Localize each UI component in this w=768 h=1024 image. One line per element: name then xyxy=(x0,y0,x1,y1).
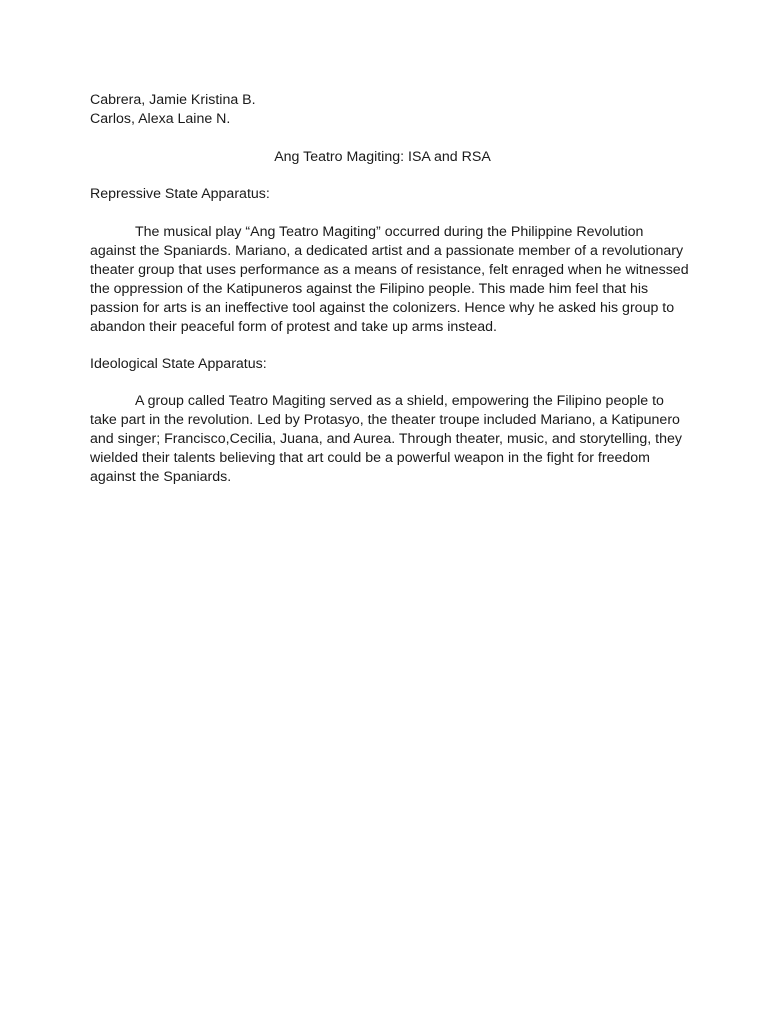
paragraph-rsa xyxy=(90,223,689,337)
paragraph-line: wielded their talents believing that art could be a powerful weapon in the fight for freedom xyxy=(90,450,650,466)
paragraph-line: abandon their peaceful form of protest and take up arms instead. xyxy=(90,319,497,335)
paragraph-line: theater group that uses performance as a means of resistance, felt enraged when he witnessed xyxy=(90,262,689,278)
section-heading-isa: Ideological State Apparatus: xyxy=(90,356,267,372)
paragraph-line: and singer; Francisco,Cecilia, Juana, and Aurea. Through theater, music, and storytelling, they xyxy=(90,431,683,447)
paragraph-line: against the Spaniards. Mariano, a dedicated artist and a passionate member of a revolutionary xyxy=(90,243,684,259)
paragraph-line: The musical play “Ang Teatro Magiting” occurred during the Philippine Revolution xyxy=(135,224,644,240)
paragraph-line: passion for arts is an ineffective tool against the colonizers. Hence why he asked his group to xyxy=(90,300,675,316)
paragraph-line: against the Spaniards. xyxy=(90,469,232,485)
section-heading-rsa: Repressive State Apparatus: xyxy=(90,186,270,202)
paragraph-line: A group called Teatro Magiting served as a shield, empowering the Filipino people to xyxy=(135,393,664,409)
author-name: Cabrera, Jamie Kristina B. xyxy=(90,92,256,108)
paragraph-line: take part in the revolution. Led by Protasyo, the theater troupe included Mariano, a Katipunero xyxy=(90,412,680,428)
document-page xyxy=(90,91,689,485)
paragraph-line: the oppression of the Katipuneros against the Filipino people. This made him feel that his xyxy=(90,281,649,297)
paragraph-isa xyxy=(90,392,683,487)
document-title: Ang Teatro Magiting: ISA and RSA xyxy=(274,149,491,165)
author-name: Carlos, Alexa Laine N. xyxy=(90,111,231,127)
